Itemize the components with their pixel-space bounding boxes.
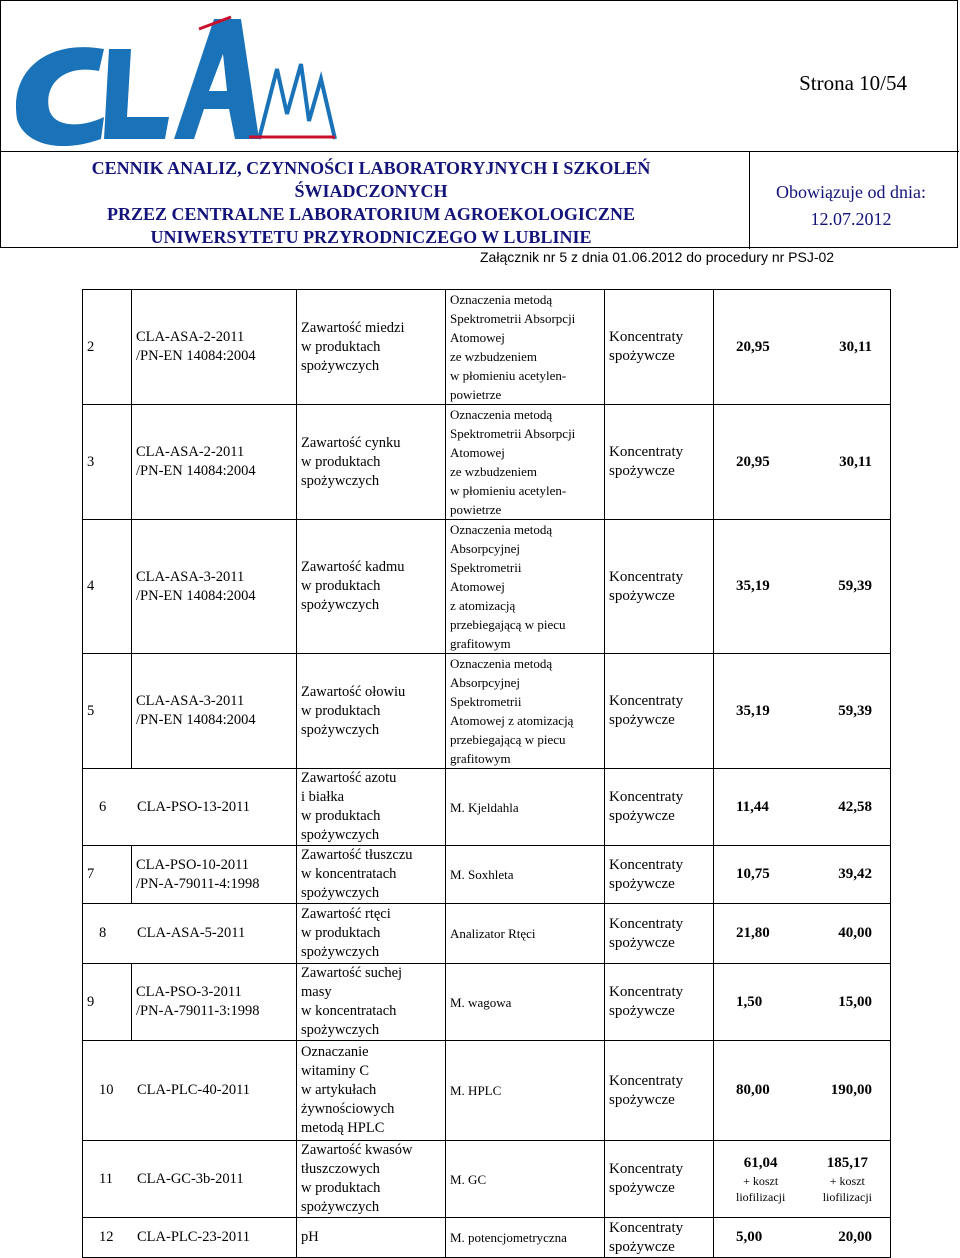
matrix-line: Koncentraty [609, 568, 684, 585]
table-row [83, 964, 891, 1041]
price-gross-wrapper [838, 865, 872, 884]
cell-number-code [83, 1218, 297, 1258]
matrix-line: spożywcze [609, 1003, 675, 1019]
price-gross: 185,17 [826, 1154, 868, 1171]
cell-parameter [297, 964, 446, 1041]
row-number: 2 [83, 290, 132, 405]
header-divider [1, 151, 959, 152]
cell-matrix [605, 1041, 714, 1141]
parameter-line: Zawartość kadmu [301, 559, 405, 575]
cell-method [446, 769, 605, 846]
table-row [83, 654, 891, 769]
price-pair [718, 924, 886, 943]
cell-method [446, 290, 605, 405]
row-number: 9 [83, 964, 132, 1041]
matrix-line: Koncentraty [609, 444, 684, 460]
method-line: M. potencjometryczna [450, 1230, 567, 1245]
parameter-line: Zawartość suchej [301, 965, 403, 981]
method-code-line: /PN-A-79011-3:1998 [136, 1003, 260, 1019]
method-line: grafitowym [450, 636, 511, 651]
method-line: przebiegającą w piecu [450, 617, 566, 632]
parameter-line: spożywczych [301, 944, 380, 960]
method-code: CLA-PSO-13-2011 [137, 798, 251, 815]
matrix-line: Koncentraty [609, 1072, 684, 1089]
method-code-line: CLA-PSO-3-2011 [136, 984, 242, 1000]
price-note: + koszt [829, 1173, 865, 1188]
table-row [83, 520, 891, 654]
cell-parameter [297, 769, 446, 846]
method-code-line: /PN-A-79011-4:1998 [136, 875, 260, 892]
parameter-line: spożywczych [301, 721, 380, 738]
cell-parameter [297, 290, 446, 405]
cell-method [446, 1218, 605, 1258]
parameter-line: Zawartość kwasów [301, 1142, 413, 1158]
cell-code [132, 964, 297, 1041]
parameter-line: w produktach [301, 702, 381, 719]
price-net: 11,44 [736, 798, 769, 815]
price-gross: 42,58 [838, 798, 872, 815]
parameter-line: w produktach [301, 1180, 381, 1196]
parameter-line: i białka [301, 789, 345, 805]
document-title [21, 157, 721, 249]
method-line: z atomizacją [450, 598, 516, 613]
cell-code [132, 654, 297, 769]
method-code: CLA-GC-3b-2011 [137, 1170, 244, 1187]
matrix-line: Koncentraty [609, 984, 684, 1000]
price-pair [718, 865, 886, 884]
page-number: Strona 10/54 [799, 71, 907, 95]
row-number: 11 [99, 1170, 113, 1187]
row-number: 7 [83, 846, 132, 904]
cell-prices [714, 520, 891, 654]
price-pair [718, 577, 886, 596]
table-row [83, 1041, 891, 1141]
cell-number-code [83, 769, 297, 846]
price-gross: 40,00 [838, 925, 872, 941]
matrix-line: spożywcze [609, 875, 675, 892]
cell-method [446, 846, 605, 904]
matrix-line: spożywcze [609, 587, 675, 604]
price-gross: 59,39 [838, 702, 872, 719]
annex-note: Załącznik nr 5 z dnia 01.06.2012 do procedury nr PSJ-02 [480, 249, 835, 265]
matrix-line: spożywcze [609, 1180, 675, 1196]
price-net-wrapper [736, 865, 770, 884]
method-code: CLA-PLC-23-2011 [137, 1229, 251, 1245]
method-code-line: CLA-ASA-3-2011 [136, 693, 245, 709]
parameter-line: Zawartość ołowiu [301, 683, 406, 700]
price-gross-wrapper [839, 338, 872, 357]
cell-parameter [297, 1041, 446, 1141]
parameter-line: Zawartość azotu [301, 770, 397, 786]
method-line: Spektrometrii Absorpcji [450, 426, 576, 441]
method-line: M. Soxhleta [450, 867, 514, 882]
price-pair [718, 1154, 886, 1205]
parameter-line: spożywczych [301, 357, 380, 374]
cell-method [446, 904, 605, 964]
method-line: ze wzbudzeniem [450, 349, 537, 364]
method-line: M. HPLC [450, 1083, 502, 1098]
cell-matrix [605, 1141, 714, 1218]
method-line: Oznaczenia metodą [450, 656, 553, 671]
cell-matrix [605, 769, 714, 846]
cell-method [446, 1041, 605, 1141]
price-gross: 190,00 [830, 1082, 872, 1098]
method-line: grafitowym [450, 751, 511, 766]
price-net-wrapper [736, 924, 770, 943]
row-number: 10 [99, 1082, 114, 1098]
matrix-line: Koncentraty [609, 693, 684, 709]
method-line: powietrze [450, 502, 502, 517]
price-net: 35,19 [736, 702, 770, 719]
price-gross: 59,39 [838, 578, 872, 594]
price-net-wrapper [736, 453, 770, 472]
method-line: powietrze [450, 387, 502, 402]
price-net: 5,00 [736, 1229, 763, 1245]
cell-code [132, 405, 297, 520]
price-note: + koszt [743, 1173, 779, 1188]
method-line: Absorpcyjnej [450, 541, 521, 556]
row-number: 8 [99, 925, 107, 941]
method-line: M. GC [450, 1171, 487, 1187]
title-line: UNIWERSYTETU PRZYRODNICZEGO W LUBLINIE [150, 227, 592, 247]
cell-code [132, 520, 297, 654]
parameter-line: witaminy C [301, 1063, 370, 1079]
price-net: 10,75 [736, 866, 770, 882]
valid-date: 12.07.2012 [810, 209, 892, 229]
table-row [83, 769, 891, 846]
price-net: 61,04 [743, 1154, 778, 1171]
table-row [83, 904, 891, 964]
price-net-wrapper [736, 338, 770, 357]
method-code: CLA-ASA-5-2011 [137, 925, 246, 941]
price-pair [718, 1228, 886, 1247]
price-gross: 20,00 [838, 1229, 872, 1245]
matrix-line: spożywcze [609, 463, 675, 479]
method-line: Spektrometrii [450, 560, 522, 575]
cell-matrix [605, 846, 714, 904]
price-gross-wrapper [838, 924, 872, 943]
method-line: Atomowej [450, 579, 505, 594]
matrix-line: Koncentraty [609, 329, 684, 345]
price-gross-wrapper [838, 993, 872, 1012]
price-gross: 39,42 [838, 866, 872, 882]
price-pair [718, 453, 886, 472]
price-net-wrapper [736, 577, 770, 596]
cell-number-code [83, 1041, 297, 1141]
parameter-line: w produktach [301, 578, 381, 594]
header-vertical-divider [749, 151, 750, 249]
price-net-wrapper [736, 993, 762, 1012]
method-code-line: CLA-ASA-2-2011 [136, 444, 245, 460]
cell-prices [714, 1041, 891, 1141]
method-code-line: /PN-EN 14084:2004 [136, 587, 256, 604]
document-header [0, 0, 958, 248]
row-number: 3 [83, 405, 132, 520]
parameter-line: masy [301, 984, 332, 1000]
cell-number-code [83, 1141, 297, 1218]
parameter-line: Zawartość rtęci [301, 906, 391, 922]
parameter-line: Oznaczanie [301, 1044, 369, 1060]
parameter-line: metodą HPLC [301, 1120, 385, 1136]
price-pair [718, 1081, 886, 1100]
method-code-line: CLA-ASA-2-2011 [136, 329, 245, 345]
parameter-line: spożywczych [301, 885, 380, 901]
row-number: 4 [83, 520, 132, 654]
cell-prices [714, 654, 891, 769]
parameter-line: Zawartość miedzi [301, 319, 405, 336]
method-line: ze wzbudzeniem [450, 464, 537, 479]
method-line: w płomieniu acetylen- [450, 483, 567, 498]
matrix-line: Koncentraty [609, 915, 684, 932]
parameter-line: Zawartość cynku [301, 434, 401, 451]
method-line: Atomowej z atomizacją [450, 713, 574, 728]
cell-parameter [297, 904, 446, 964]
matrix-line: Koncentraty [609, 856, 684, 873]
table-row [83, 1218, 891, 1258]
cell-matrix [605, 1218, 714, 1258]
cell-method [446, 405, 605, 520]
cell-method [446, 964, 605, 1041]
method-line: Spektrometrii [450, 694, 522, 709]
price-note: liofilizacji [736, 1189, 786, 1204]
cell-matrix [605, 654, 714, 769]
method-code: CLA-PLC-40-2011 [137, 1082, 251, 1098]
price-pair [718, 993, 886, 1012]
method-line: Spektrometrii Absorpcji [450, 311, 576, 326]
parameter-line: w produktach [301, 808, 381, 824]
cell-code [132, 290, 297, 405]
parameter-line: pH [301, 1229, 319, 1245]
method-line: Absorpcyjnej [450, 675, 521, 690]
price-net-wrapper [736, 1154, 785, 1205]
price-net: 80,00 [736, 1082, 770, 1098]
price-gross-wrapper [823, 1154, 872, 1205]
price-net-wrapper [736, 798, 769, 817]
cell-prices [714, 846, 891, 904]
cell-matrix [605, 405, 714, 520]
price-net-wrapper [736, 702, 770, 721]
cell-parameter [297, 846, 446, 904]
price-gross-wrapper [838, 1228, 872, 1247]
price-pair [718, 702, 886, 721]
cell-method [446, 520, 605, 654]
matrix-line: spożywcze [609, 348, 675, 364]
price-gross: 30,11 [839, 453, 872, 470]
cell-method [446, 654, 605, 769]
cell-prices [714, 1141, 891, 1218]
cell-parameter [297, 654, 446, 769]
price-gross-wrapper [838, 577, 872, 596]
method-line: przebiegającą w piecu [450, 732, 566, 747]
title-line: CENNIK ANALIZ, CZYNNOŚCI LABORATORYJNYCH I SZKOLEŃ [91, 158, 651, 178]
cell-parameter [297, 405, 446, 520]
method-code-line: /PN-EN 14084:2004 [136, 463, 256, 479]
cla-logo [9, 9, 339, 149]
method-line: Oznaczenia metodą [450, 407, 553, 422]
method-line: M. wagowa [450, 994, 512, 1010]
price-gross-wrapper [838, 702, 872, 721]
price-net-wrapper [736, 1081, 770, 1100]
cell-prices [714, 405, 891, 520]
row-number: 12 [99, 1229, 114, 1245]
method-code-line: CLA-ASA-3-2011 [136, 568, 245, 585]
matrix-line: Koncentraty [609, 1219, 684, 1236]
price-net: 20,95 [736, 453, 770, 470]
method-code-line: /PN-EN 14084:2004 [136, 348, 256, 364]
cell-prices [714, 904, 891, 964]
cell-parameter [297, 1141, 446, 1218]
method-code-line: CLA-PSO-10-2011 [136, 856, 250, 873]
price-pair [718, 338, 886, 357]
validity-info [761, 179, 941, 233]
valid-label: Obowiązuje od dnia: [776, 182, 926, 202]
method-line: Analizator Rtęci [450, 926, 536, 941]
matrix-line: Koncentraty [609, 1161, 684, 1177]
cell-code [132, 846, 297, 904]
cell-method [446, 1141, 605, 1218]
parameter-line: w koncentratach [301, 866, 397, 882]
cell-prices [714, 769, 891, 846]
matrix-line: spożywcze [609, 1238, 675, 1255]
matrix-line: spożywcze [609, 1091, 675, 1108]
price-net: 20,95 [736, 338, 770, 355]
table-row [83, 405, 891, 520]
method-code-line: /PN-EN 14084:2004 [136, 712, 256, 728]
title-line: ŚWIADCZONYCH [294, 181, 448, 201]
cell-matrix [605, 290, 714, 405]
price-net: 35,19 [736, 578, 770, 594]
parameter-line: tłuszczowych [301, 1161, 380, 1177]
row-number: 6 [99, 798, 107, 815]
parameter-line: spożywczych [301, 1199, 380, 1215]
parameter-line: spożywczych [301, 597, 380, 613]
method-line: w płomieniu acetylen- [450, 368, 567, 383]
parameter-line: żywnościowych [301, 1101, 395, 1117]
cell-number-code [83, 904, 297, 964]
parameter-line: w produktach [301, 453, 381, 470]
cell-prices [714, 964, 891, 1041]
method-line: Oznaczenia metodą [450, 292, 553, 307]
matrix-line: Koncentraty [609, 789, 684, 805]
method-line: Atomowej [450, 330, 505, 345]
parameter-line: Zawartość tłuszczu [301, 847, 413, 863]
parameter-line: w artykułach [301, 1082, 377, 1098]
price-net: 1,50 [736, 993, 763, 1010]
method-line: M. Kjeldahla [450, 799, 519, 815]
parameter-line: w koncentratach [301, 1003, 397, 1019]
matrix-line: spożywcze [609, 712, 675, 728]
price-gross-wrapper [839, 453, 872, 472]
parameter-line: w produktach [301, 925, 381, 941]
price-gross: 30,11 [839, 338, 872, 355]
cell-parameter [297, 520, 446, 654]
price-note: liofilizacji [822, 1189, 872, 1204]
parameter-line: spożywczych [301, 827, 380, 843]
cell-matrix [605, 964, 714, 1041]
price-table [82, 289, 891, 1258]
cell-matrix [605, 904, 714, 964]
row-number: 5 [83, 654, 132, 769]
parameter-line: spożywczych [301, 1022, 380, 1038]
method-line: Oznaczenia metodą [450, 522, 553, 537]
price-gross-wrapper [831, 1081, 872, 1100]
price-net: 21,80 [736, 925, 770, 941]
cell-prices [714, 1218, 891, 1258]
cell-parameter [297, 1218, 446, 1258]
parameter-line: spożywczych [301, 472, 380, 489]
matrix-line: spożywcze [609, 808, 675, 824]
table-row [83, 290, 891, 405]
cell-matrix [605, 520, 714, 654]
matrix-line: spożywcze [609, 934, 675, 951]
table-row [83, 846, 891, 904]
price-pair [718, 798, 886, 817]
table-row [83, 1141, 891, 1218]
price-gross-wrapper [838, 798, 872, 817]
parameter-line: w produktach [301, 338, 381, 355]
price-gross: 15,00 [838, 993, 872, 1010]
title-line: PRZEZ CENTRALNE LABORATORIUM AGROEKOLOGICZNE [107, 204, 635, 224]
cell-prices [714, 290, 891, 405]
price-net-wrapper [736, 1228, 762, 1247]
method-line: Atomowej [450, 445, 505, 460]
